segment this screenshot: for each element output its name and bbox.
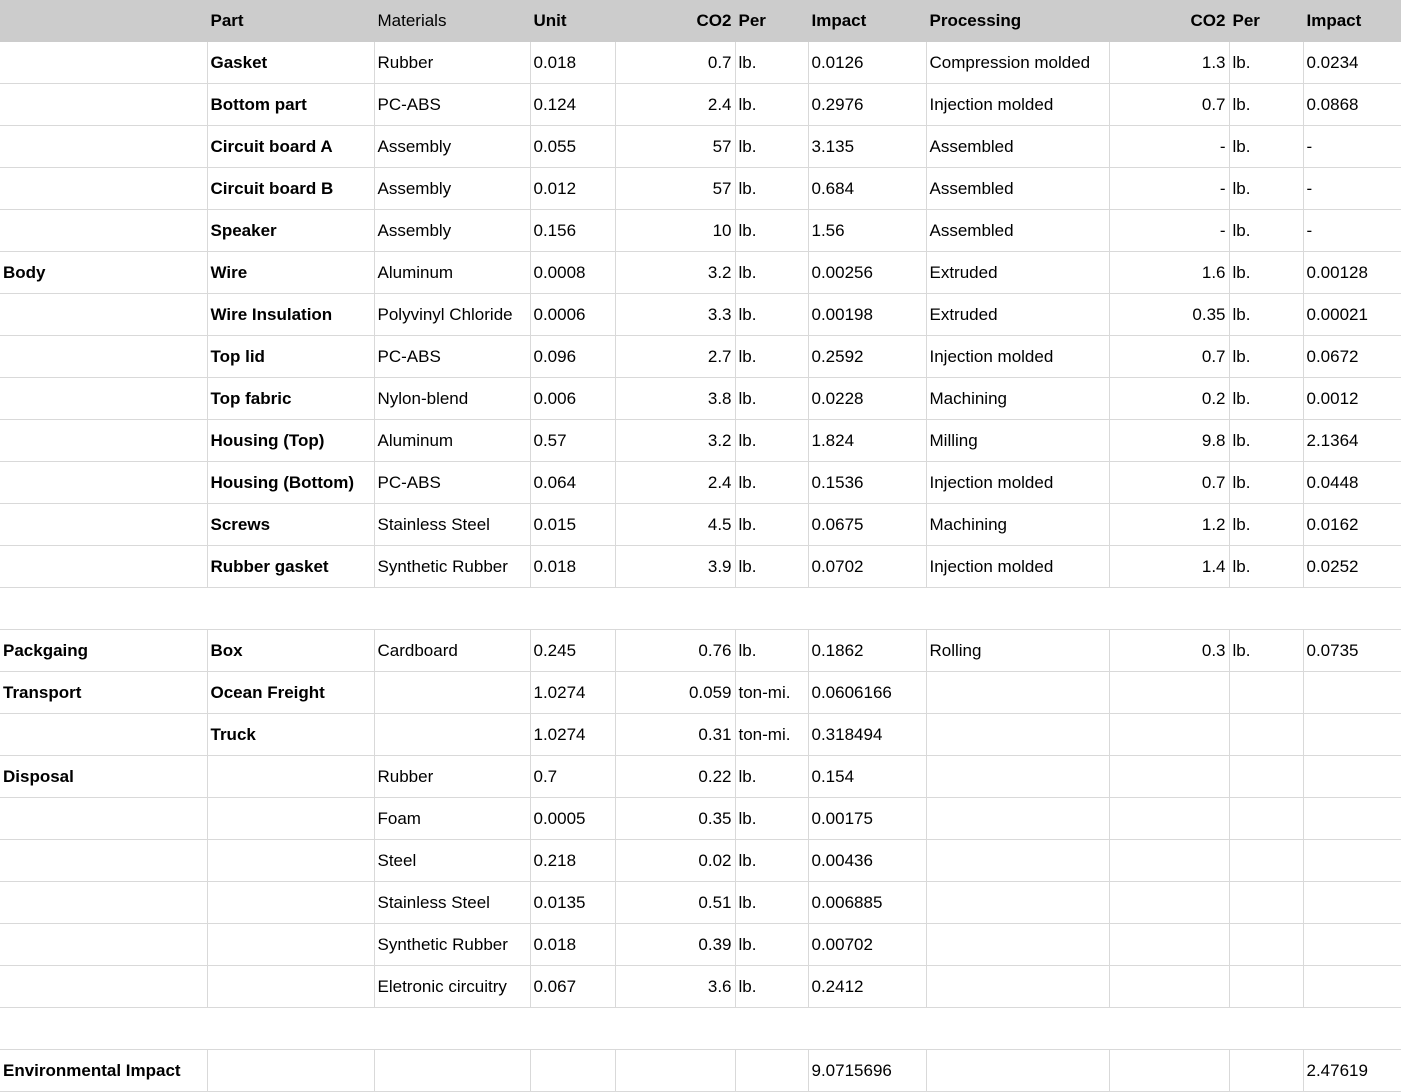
unit-cell[interactable]: 0.57: [530, 420, 615, 462]
unit-cell[interactable]: 0.156: [530, 210, 615, 252]
part-cell[interactable]: [207, 756, 374, 798]
proc-impact-cell[interactable]: 0.0234: [1303, 42, 1401, 84]
unit-cell[interactable]: 1.0274: [530, 672, 615, 714]
part-cell[interactable]: [207, 966, 374, 1008]
processing-cell[interactable]: Injection molded: [926, 336, 1109, 378]
part-cell[interactable]: Screws: [207, 504, 374, 546]
impact-cell[interactable]: 0.00436: [808, 840, 926, 882]
unit-cell[interactable]: 0.0005: [530, 798, 615, 840]
unit-cell[interactable]: 0.018: [530, 42, 615, 84]
co2-cell[interactable]: 0.31: [615, 714, 735, 756]
co2-cell[interactable]: 0.51: [615, 882, 735, 924]
processing-cell[interactable]: [926, 1050, 1109, 1092]
proc-co2-cell[interactable]: [1109, 966, 1229, 1008]
unit-cell[interactable]: 0.012: [530, 168, 615, 210]
co2-cell[interactable]: 10: [615, 210, 735, 252]
material-cell[interactable]: [374, 714, 530, 756]
table-row: [0, 672, 1401, 714]
unit-cell[interactable]: 0.7: [530, 756, 615, 798]
per-cell[interactable]: lb.: [735, 630, 808, 672]
per-cell[interactable]: lb.: [735, 210, 808, 252]
blank-row: [0, 588, 1401, 630]
category-cell[interactable]: [0, 798, 207, 840]
category-cell[interactable]: Packgaing: [0, 630, 207, 672]
co2-cell[interactable]: 3.8: [615, 378, 735, 420]
part-cell[interactable]: Top fabric: [207, 378, 374, 420]
part-cell[interactable]: [207, 840, 374, 882]
table-row: [0, 378, 1401, 420]
part-cell[interactable]: Wire: [207, 252, 374, 294]
part-cell[interactable]: [207, 1050, 374, 1092]
proc-impact-cell[interactable]: -: [1303, 168, 1401, 210]
processing-cell[interactable]: [926, 924, 1109, 966]
processing-cell[interactable]: Milling: [926, 420, 1109, 462]
table-row: [0, 294, 1401, 336]
processing-cell[interactable]: Injection molded: [926, 546, 1109, 588]
proc-impact-cell[interactable]: 0.0448: [1303, 462, 1401, 504]
unit-cell[interactable]: 0.124: [530, 84, 615, 126]
material-cell[interactable]: Nylon-blend: [374, 378, 530, 420]
part-cell[interactable]: Housing (Top): [207, 420, 374, 462]
processing-cell[interactable]: [926, 672, 1109, 714]
per-cell[interactable]: lb.: [735, 294, 808, 336]
table-row: [0, 462, 1401, 504]
processing-cell[interactable]: [926, 882, 1109, 924]
impact-cell[interactable]: 0.00256: [808, 252, 926, 294]
part-cell[interactable]: Circuit board B: [207, 168, 374, 210]
total-row: [0, 1050, 1401, 1092]
material-cell[interactable]: Steel: [374, 840, 530, 882]
proc-co2-cell[interactable]: [1109, 882, 1229, 924]
proc-co2-cell[interactable]: [1109, 798, 1229, 840]
header-proc-impact-cell[interactable]: Impact: [1303, 0, 1401, 42]
material-cell[interactable]: Synthetic Rubber: [374, 546, 530, 588]
co2-cell[interactable]: 0.059: [615, 672, 735, 714]
processing-cell[interactable]: Assembled: [926, 210, 1109, 252]
proc-impact-cell[interactable]: [1303, 672, 1401, 714]
proc-per-cell[interactable]: lb.: [1229, 168, 1303, 210]
material-cell[interactable]: Stainless Steel: [374, 882, 530, 924]
category-cell[interactable]: [0, 924, 207, 966]
proc-per-cell[interactable]: lb.: [1229, 252, 1303, 294]
material-cell[interactable]: Polyvinyl Chloride: [374, 294, 530, 336]
impact-cell[interactable]: 0.00702: [808, 924, 926, 966]
per-cell[interactable]: lb.: [735, 504, 808, 546]
material-cell[interactable]: [374, 672, 530, 714]
proc-per-cell[interactable]: lb.: [1229, 126, 1303, 168]
unit-cell[interactable]: 0.064: [530, 462, 615, 504]
unit-cell[interactable]: 0.245: [530, 630, 615, 672]
impact-cell[interactable]: 0.0126: [808, 42, 926, 84]
header-unit-cell[interactable]: Unit: [530, 0, 615, 42]
category-cell[interactable]: [0, 210, 207, 252]
category-cell[interactable]: [0, 336, 207, 378]
proc-per-cell[interactable]: [1229, 1050, 1303, 1092]
processing-cell[interactable]: Extruded: [926, 252, 1109, 294]
material-cell[interactable]: Rubber: [374, 756, 530, 798]
proc-impact-cell[interactable]: [1303, 798, 1401, 840]
category-cell[interactable]: [0, 420, 207, 462]
proc-per-cell[interactable]: [1229, 924, 1303, 966]
proc-co2-cell[interactable]: 9.8: [1109, 420, 1229, 462]
table-row: [0, 546, 1401, 588]
material-cell[interactable]: Aluminum: [374, 252, 530, 294]
proc-co2-cell[interactable]: 1.4: [1109, 546, 1229, 588]
proc-per-cell[interactable]: [1229, 672, 1303, 714]
category-cell[interactable]: [0, 294, 207, 336]
table-row: [0, 966, 1401, 1008]
material-cell[interactable]: Assembly: [374, 126, 530, 168]
proc-co2-cell[interactable]: -: [1109, 126, 1229, 168]
category-cell[interactable]: [0, 42, 207, 84]
co2-cell[interactable]: 3.2: [615, 252, 735, 294]
material-cell[interactable]: [374, 1050, 530, 1092]
impact-cell[interactable]: 0.1536: [808, 462, 926, 504]
unit-cell[interactable]: 0.0008: [530, 252, 615, 294]
impact-cell[interactable]: 1.56: [808, 210, 926, 252]
part-cell[interactable]: Wire Insulation: [207, 294, 374, 336]
per-cell[interactable]: [735, 1050, 808, 1092]
impact-cell[interactable]: 0.2412: [808, 966, 926, 1008]
part-cell[interactable]: [207, 798, 374, 840]
processing-cell[interactable]: Rolling: [926, 630, 1109, 672]
category-cell[interactable]: Environmental Impact: [0, 1050, 207, 1092]
per-cell[interactable]: lb.: [735, 420, 808, 462]
header-part-cell[interactable]: Part: [207, 0, 374, 42]
table-row: [0, 210, 1401, 252]
proc-co2-cell[interactable]: [1109, 840, 1229, 882]
per-cell[interactable]: lb.: [735, 924, 808, 966]
material-cell[interactable]: Aluminum: [374, 420, 530, 462]
impact-cell[interactable]: 0.1862: [808, 630, 926, 672]
proc-per-cell[interactable]: lb.: [1229, 336, 1303, 378]
material-cell[interactable]: Foam: [374, 798, 530, 840]
per-cell[interactable]: lb.: [735, 378, 808, 420]
table-row: [0, 336, 1401, 378]
proc-impact-cell[interactable]: [1303, 882, 1401, 924]
unit-cell[interactable]: 1.0274: [530, 714, 615, 756]
table-row: [0, 798, 1401, 840]
proc-co2-cell[interactable]: [1109, 1050, 1229, 1092]
table-row: [0, 882, 1401, 924]
impact-cell[interactable]: 3.135: [808, 126, 926, 168]
part-cell[interactable]: Truck: [207, 714, 374, 756]
header-row: [0, 0, 1401, 42]
proc-impact-cell[interactable]: 0.0672: [1303, 336, 1401, 378]
impact-cell[interactable]: 0.2592: [808, 336, 926, 378]
per-cell[interactable]: lb.: [735, 546, 808, 588]
processing-cell[interactable]: Machining: [926, 504, 1109, 546]
header-proc-co2-cell[interactable]: CO2: [1109, 0, 1229, 42]
proc-co2-cell[interactable]: 0.7: [1109, 336, 1229, 378]
impact-cell[interactable]: 0.154: [808, 756, 926, 798]
per-cell[interactable]: lb.: [735, 966, 808, 1008]
proc-per-cell[interactable]: [1229, 882, 1303, 924]
unit-cell[interactable]: 0.055: [530, 126, 615, 168]
co2-cell[interactable]: 57: [615, 126, 735, 168]
processing-cell[interactable]: Machining: [926, 378, 1109, 420]
proc-impact-cell[interactable]: 2.47619: [1303, 1050, 1401, 1092]
part-cell[interactable]: Top lid: [207, 336, 374, 378]
per-cell[interactable]: ton-mi.: [735, 672, 808, 714]
header-materials-cell[interactable]: Materials: [374, 0, 530, 42]
header-processing-cell[interactable]: Processing: [926, 0, 1109, 42]
table-row: [0, 42, 1401, 84]
proc-per-cell[interactable]: [1229, 798, 1303, 840]
processing-cell[interactable]: Extruded: [926, 294, 1109, 336]
impact-cell[interactable]: 0.0228: [808, 378, 926, 420]
per-cell[interactable]: lb.: [735, 462, 808, 504]
per-cell[interactable]: lb.: [735, 84, 808, 126]
unit-cell[interactable]: [530, 1050, 615, 1092]
impact-cell[interactable]: 0.2976: [808, 84, 926, 126]
proc-per-cell[interactable]: lb.: [1229, 42, 1303, 84]
impact-cell[interactable]: 9.0715696: [808, 1050, 926, 1092]
proc-co2-cell[interactable]: [1109, 756, 1229, 798]
proc-impact-cell[interactable]: 0.00021: [1303, 294, 1401, 336]
part-cell[interactable]: Bottom part: [207, 84, 374, 126]
proc-per-cell[interactable]: lb.: [1229, 504, 1303, 546]
part-cell[interactable]: Housing (Bottom): [207, 462, 374, 504]
proc-per-cell[interactable]: [1229, 840, 1303, 882]
per-cell[interactable]: lb.: [735, 168, 808, 210]
unit-cell[interactable]: 0.015: [530, 504, 615, 546]
co2-cell[interactable]: 3.9: [615, 546, 735, 588]
category-cell[interactable]: [0, 462, 207, 504]
category-cell[interactable]: [0, 126, 207, 168]
material-cell[interactable]: Synthetic Rubber: [374, 924, 530, 966]
co2-cell[interactable]: 0.39: [615, 924, 735, 966]
part-cell[interactable]: Speaker: [207, 210, 374, 252]
category-cell[interactable]: Body: [0, 252, 207, 294]
processing-cell[interactable]: [926, 756, 1109, 798]
proc-impact-cell[interactable]: 0.0735: [1303, 630, 1401, 672]
part-cell[interactable]: Circuit board A: [207, 126, 374, 168]
processing-cell[interactable]: Assembled: [926, 126, 1109, 168]
proc-impact-cell[interactable]: [1303, 756, 1401, 798]
category-cell[interactable]: [0, 378, 207, 420]
proc-co2-cell[interactable]: -: [1109, 168, 1229, 210]
material-cell[interactable]: PC-ABS: [374, 462, 530, 504]
part-cell[interactable]: [207, 882, 374, 924]
per-cell[interactable]: lb.: [735, 882, 808, 924]
unit-cell[interactable]: 0.018: [530, 924, 615, 966]
part-cell[interactable]: Rubber gasket: [207, 546, 374, 588]
header-per-cell[interactable]: Per: [735, 0, 808, 42]
table-row: [0, 252, 1401, 294]
proc-impact-cell[interactable]: 0.00128: [1303, 252, 1401, 294]
part-cell[interactable]: Gasket: [207, 42, 374, 84]
processing-cell[interactable]: Injection molded: [926, 84, 1109, 126]
material-cell[interactable]: Rubber: [374, 42, 530, 84]
material-cell[interactable]: PC-ABS: [374, 84, 530, 126]
table-row: [0, 168, 1401, 210]
category-cell[interactable]: [0, 882, 207, 924]
impact-cell[interactable]: 0.0702: [808, 546, 926, 588]
impact-cell[interactable]: 0.318494: [808, 714, 926, 756]
proc-co2-cell[interactable]: 0.3: [1109, 630, 1229, 672]
unit-cell[interactable]: 0.0006: [530, 294, 615, 336]
proc-impact-cell[interactable]: 2.1364: [1303, 420, 1401, 462]
processing-cell[interactable]: Assembled: [926, 168, 1109, 210]
per-cell[interactable]: lb.: [735, 336, 808, 378]
proc-co2-cell[interactable]: 0.7: [1109, 462, 1229, 504]
co2-cell[interactable]: 0.7: [615, 42, 735, 84]
co2-cell[interactable]: 3.2: [615, 420, 735, 462]
per-cell[interactable]: lb.: [735, 126, 808, 168]
impact-cell[interactable]: 1.824: [808, 420, 926, 462]
proc-impact-cell[interactable]: [1303, 966, 1401, 1008]
per-cell[interactable]: lb.: [735, 756, 808, 798]
proc-co2-cell[interactable]: 1.3: [1109, 42, 1229, 84]
processing-cell[interactable]: [926, 798, 1109, 840]
proc-impact-cell[interactable]: -: [1303, 126, 1401, 168]
part-cell[interactable]: Ocean Freight: [207, 672, 374, 714]
blank-row: [0, 1008, 1401, 1050]
co2-cell[interactable]: 3.6: [615, 966, 735, 1008]
proc-per-cell[interactable]: lb.: [1229, 420, 1303, 462]
unit-cell[interactable]: 0.006: [530, 378, 615, 420]
proc-per-cell[interactable]: [1229, 966, 1303, 1008]
proc-co2-cell[interactable]: 1.2: [1109, 504, 1229, 546]
category-cell[interactable]: [0, 168, 207, 210]
co2-cell[interactable]: 57: [615, 168, 735, 210]
proc-co2-cell[interactable]: [1109, 924, 1229, 966]
table-row: [0, 126, 1401, 168]
unit-cell[interactable]: 0.067: [530, 966, 615, 1008]
processing-cell[interactable]: Compression molded: [926, 42, 1109, 84]
header-co2-cell[interactable]: CO2: [615, 0, 735, 42]
proc-impact-cell[interactable]: 0.0012: [1303, 378, 1401, 420]
proc-per-cell[interactable]: [1229, 756, 1303, 798]
unit-cell[interactable]: 0.096: [530, 336, 615, 378]
table-row: [0, 714, 1401, 756]
table-row: [0, 504, 1401, 546]
impact-cell[interactable]: 0.00175: [808, 798, 926, 840]
category-cell[interactable]: Disposal: [0, 756, 207, 798]
category-cell[interactable]: [0, 504, 207, 546]
proc-impact-cell[interactable]: [1303, 840, 1401, 882]
unit-cell[interactable]: 0.0135: [530, 882, 615, 924]
proc-co2-cell[interactable]: 0.35: [1109, 294, 1229, 336]
table-row: [0, 756, 1401, 798]
proc-per-cell[interactable]: lb.: [1229, 294, 1303, 336]
impact-cell[interactable]: 0.684: [808, 168, 926, 210]
header-proc-per-cell[interactable]: Per: [1229, 0, 1303, 42]
proc-impact-cell[interactable]: [1303, 924, 1401, 966]
category-cell[interactable]: [0, 84, 207, 126]
header-impact-cell[interactable]: Impact: [808, 0, 926, 42]
co2-cell[interactable]: 2.4: [615, 462, 735, 504]
co2-cell[interactable]: 2.7: [615, 336, 735, 378]
proc-co2-cell[interactable]: [1109, 714, 1229, 756]
co2-cell[interactable]: 3.3: [615, 294, 735, 336]
material-cell[interactable]: Eletronic circuitry: [374, 966, 530, 1008]
processing-cell[interactable]: [926, 840, 1109, 882]
table-row: [0, 84, 1401, 126]
co2-cell[interactable]: 0.76: [615, 630, 735, 672]
per-cell[interactable]: ton-mi.: [735, 714, 808, 756]
material-cell[interactable]: Cardboard: [374, 630, 530, 672]
per-cell[interactable]: lb.: [735, 42, 808, 84]
unit-cell[interactable]: 0.018: [530, 546, 615, 588]
co2-cell[interactable]: 2.4: [615, 84, 735, 126]
table-row: [0, 420, 1401, 462]
proc-per-cell[interactable]: lb.: [1229, 630, 1303, 672]
category-cell[interactable]: Transport: [0, 672, 207, 714]
material-cell[interactable]: PC-ABS: [374, 336, 530, 378]
co2-cell[interactable]: 0.22: [615, 756, 735, 798]
proc-co2-cell[interactable]: 1.6: [1109, 252, 1229, 294]
proc-per-cell[interactable]: lb.: [1229, 378, 1303, 420]
table-row: [0, 840, 1401, 882]
proc-impact-cell[interactable]: 0.0252: [1303, 546, 1401, 588]
table-row: [0, 630, 1401, 672]
co2-cell[interactable]: [615, 1050, 735, 1092]
proc-co2-cell[interactable]: 0.7: [1109, 84, 1229, 126]
impact-cell[interactable]: 0.00198: [808, 294, 926, 336]
co2-cell[interactable]: 4.5: [615, 504, 735, 546]
material-cell[interactable]: Assembly: [374, 210, 530, 252]
part-cell[interactable]: Box: [207, 630, 374, 672]
material-cell[interactable]: Assembly: [374, 168, 530, 210]
proc-co2-cell[interactable]: -: [1109, 210, 1229, 252]
proc-co2-cell[interactable]: 0.2: [1109, 378, 1229, 420]
proc-impact-cell[interactable]: -: [1303, 210, 1401, 252]
proc-per-cell[interactable]: lb.: [1229, 546, 1303, 588]
processing-cell[interactable]: [926, 966, 1109, 1008]
part-cell[interactable]: [207, 924, 374, 966]
proc-per-cell[interactable]: [1229, 714, 1303, 756]
category-cell[interactable]: [0, 546, 207, 588]
processing-cell[interactable]: [926, 714, 1109, 756]
unit-cell[interactable]: 0.218: [530, 840, 615, 882]
impact-cell[interactable]: 0.0606166: [808, 672, 926, 714]
proc-per-cell[interactable]: lb.: [1229, 210, 1303, 252]
header-category-cell[interactable]: [0, 0, 207, 42]
table-row: [0, 924, 1401, 966]
proc-co2-cell[interactable]: [1109, 672, 1229, 714]
proc-impact-cell[interactable]: 0.0868: [1303, 84, 1401, 126]
proc-per-cell[interactable]: lb.: [1229, 84, 1303, 126]
category-cell[interactable]: [0, 714, 207, 756]
blank-cell[interactable]: [0, 1008, 1401, 1050]
impact-cell[interactable]: 0.0675: [808, 504, 926, 546]
proc-impact-cell[interactable]: [1303, 714, 1401, 756]
blank-cell[interactable]: [0, 588, 1401, 630]
per-cell[interactable]: lb.: [735, 840, 808, 882]
per-cell[interactable]: lb.: [735, 798, 808, 840]
category-cell[interactable]: [0, 840, 207, 882]
impact-cell[interactable]: 0.006885: [808, 882, 926, 924]
co2-cell[interactable]: 0.02: [615, 840, 735, 882]
category-cell[interactable]: [0, 966, 207, 1008]
processing-cell[interactable]: Injection molded: [926, 462, 1109, 504]
co2-cell[interactable]: 0.35: [615, 798, 735, 840]
material-cell[interactable]: Stainless Steel: [374, 504, 530, 546]
proc-impact-cell[interactable]: 0.0162: [1303, 504, 1401, 546]
per-cell[interactable]: lb.: [735, 252, 808, 294]
proc-per-cell[interactable]: lb.: [1229, 462, 1303, 504]
